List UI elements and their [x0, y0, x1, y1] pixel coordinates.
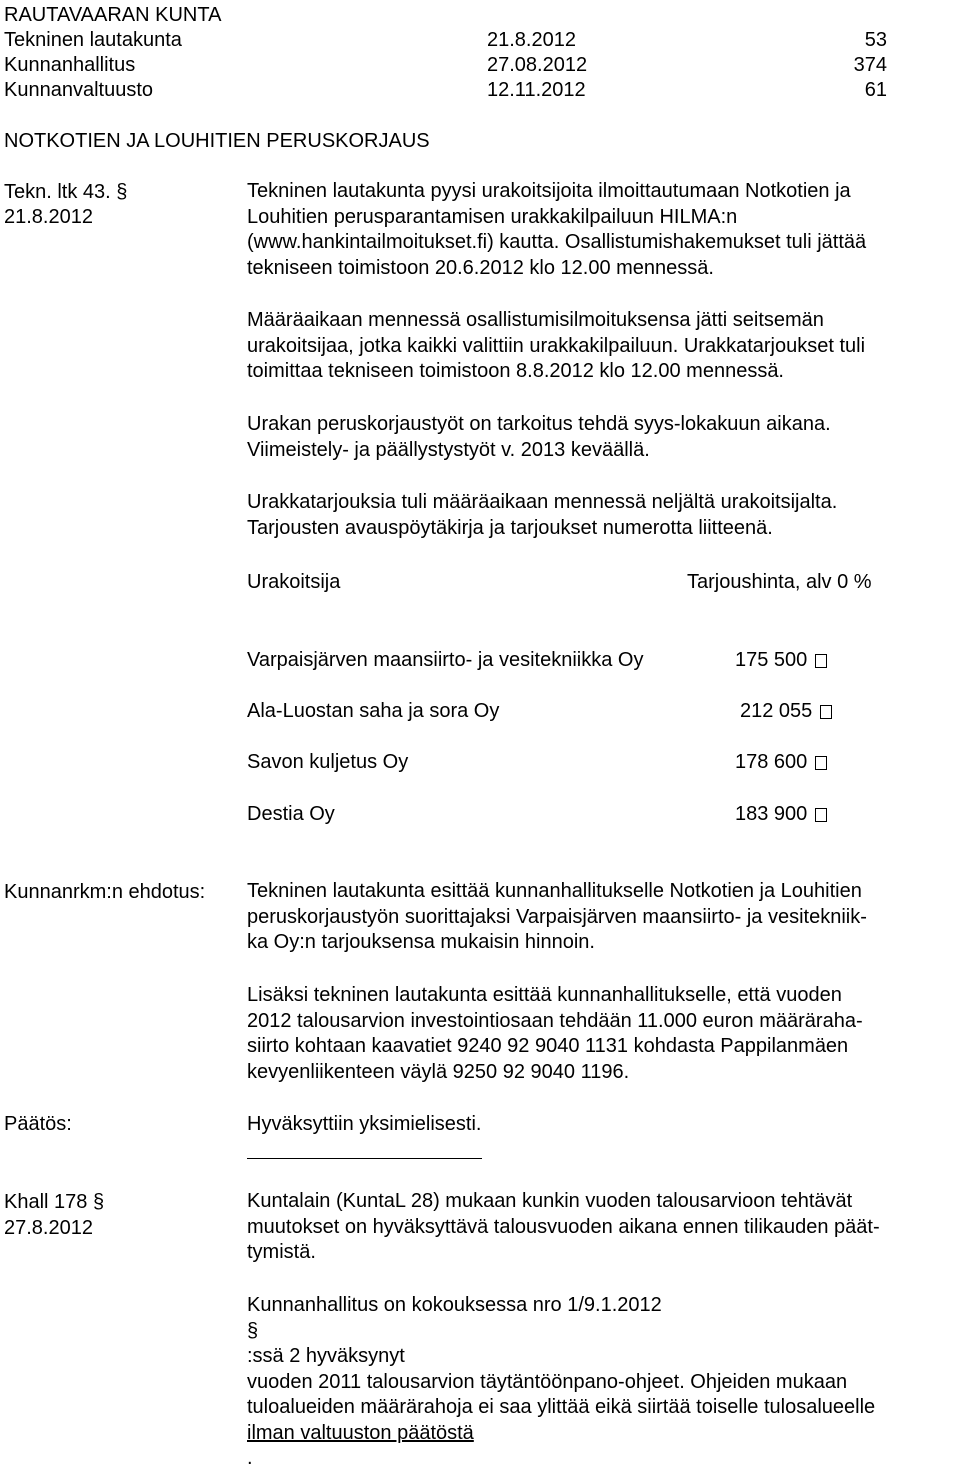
tekn-paragraph-1: Tekninen lautakunta pyysi urakoitsijoita ilmoittautumaan Notkotien ja Louhitien perusparantamisen urakkakilpailuun HILMA:n (www.hankintailmoitukset.fi) kautta. Osallistumishakemukset tuli jättää tekniseen toimistoon 20.6.2012 klo 12.00 mennessä. — [247, 180, 867, 279]
header-body: Kunnanvaltuusto — [4, 79, 154, 101]
paragraph-symbol: § — [116, 181, 128, 203]
bid-price: 183 900 — [735, 802, 827, 826]
paragraph-symbol: § — [92, 1191, 105, 1213]
header-page: 53 — [864, 29, 887, 51]
section-ref: Tekn. ltk 43. § — [4, 181, 128, 203]
bid-price: 212 055 — [740, 699, 832, 723]
section-date: 21.8.2012 — [4, 206, 93, 228]
bid-contractor: Destia Oy — [247, 803, 335, 825]
tekn-paragraph-4: Urakkatarjouksia tuli määräaikaan mennessä neljältä urakoitsijalta. Tarjousten avauspöytäkirja ja tarjoukset numerotta liitteenä. — [247, 491, 838, 539]
tekn-paragraph-3: Urakan peruskorjaustyöt on tarkoitus tehdä syys-lokakuun aikana. Viimeistely- ja päällystystyöt v. 2013 keväällä. — [247, 413, 831, 461]
section-date: 27.8.2012 — [4, 1217, 93, 1239]
proposal-paragraph-1: Tekninen lautakunta esittää kunnanhallitukselle Notkotien ja Louhitien peruskorjaustyön suorittajaksi Varpaisjärven maansiirto- ja vesitekniik- ka Oy:n tarjouksensa mukaisin hinnoin. — [247, 880, 867, 953]
bid-price: 175 500 — [735, 648, 827, 672]
column-header-contractor: Urakoitsija — [247, 571, 341, 593]
header-date: 21.8.2012 — [487, 29, 576, 51]
khall-paragraph-2: Kunnanhallitus on kokouksessa nro 1/9.1.2012 § :ssä 2 hyväksynyt vuoden 2011 talousarvion täytäntöönpano-ohjeet. Ohjeiden mukaan tuloalueiden määrärahoja ei saa ylittää eikä siirtää toiselle tulosalueelle ilman valtuuston päätöstä . — [247, 1293, 955, 1472]
header-page: 61 — [864, 79, 887, 101]
column-header-price: Tarjoushinta, alv 0 % — [687, 571, 872, 593]
decision-text: Hyväksyttiin yksimielisesti. — [247, 1113, 482, 1135]
bid-contractor: Varpaisjärven maansiirto- ja vesitekniikka Oy — [247, 649, 644, 671]
khall-paragraph-1: Kuntalain (KuntaL 28) mukaan kunkin vuoden talousarvioon tehtävät muutokset on hyväksyttävä talousvuoden aikana ennen tilikauden päät- tymistä. — [247, 1190, 880, 1263]
header-page: 374 — [853, 54, 887, 76]
bid-contractor: Savon kuljetus Oy — [247, 751, 409, 773]
euro-icon — [815, 654, 827, 668]
org-name: RAUTAVAARAN KUNTA — [4, 4, 222, 26]
header-body: Tekninen lautakunta — [4, 29, 182, 51]
divider — [247, 1158, 482, 1159]
proposal-paragraph-2: Lisäksi tekninen lautakunta esittää kunnanhallitukselle, että vuoden 2012 talousarvion investointiosaan tehdään 11.000 euron määräraha- siirto kohtaan kaavatiet 9240 92 9040 1131 kohdasta Pappilanmäen kevyenliikenteen väylä 9250 92 9040 1196. — [247, 984, 863, 1083]
proposal-label: Kunnanrkm:n ehdotus: — [4, 881, 206, 903]
section-ref: Khall 178 § — [4, 1191, 105, 1213]
header-date: 12.11.2012 — [487, 79, 586, 101]
euro-icon — [820, 705, 832, 719]
subject-title: NOTKOTIEN JA LOUHITIEN PERUSKORJAUS — [4, 130, 430, 152]
header-date: 27.08.2012 — [487, 54, 588, 76]
decision-label: Päätös: — [4, 1113, 72, 1135]
underlined-phrase: ilman valtuuston päätöstä — [247, 1421, 474, 1444]
bid-price: 178 600 — [735, 750, 827, 774]
paragraph-symbol: § — [247, 1319, 259, 1342]
tekn-paragraph-2: Määräaikaan mennessä osallistumisilmoituksensa jätti seitsemän urakoitsijaa, jotka kaikki valittiin urakkakilpailuun. Urakkatarjoukset tuli toimittaa tekniseen toimistoon 8.8.2012 klo 12.00 mennessä. — [247, 309, 866, 382]
header-body: Kunnanhallitus — [4, 54, 136, 76]
euro-icon — [815, 756, 827, 770]
bid-contractor: Ala-Luostan saha ja sora Oy — [247, 700, 500, 722]
euro-icon — [815, 808, 827, 822]
